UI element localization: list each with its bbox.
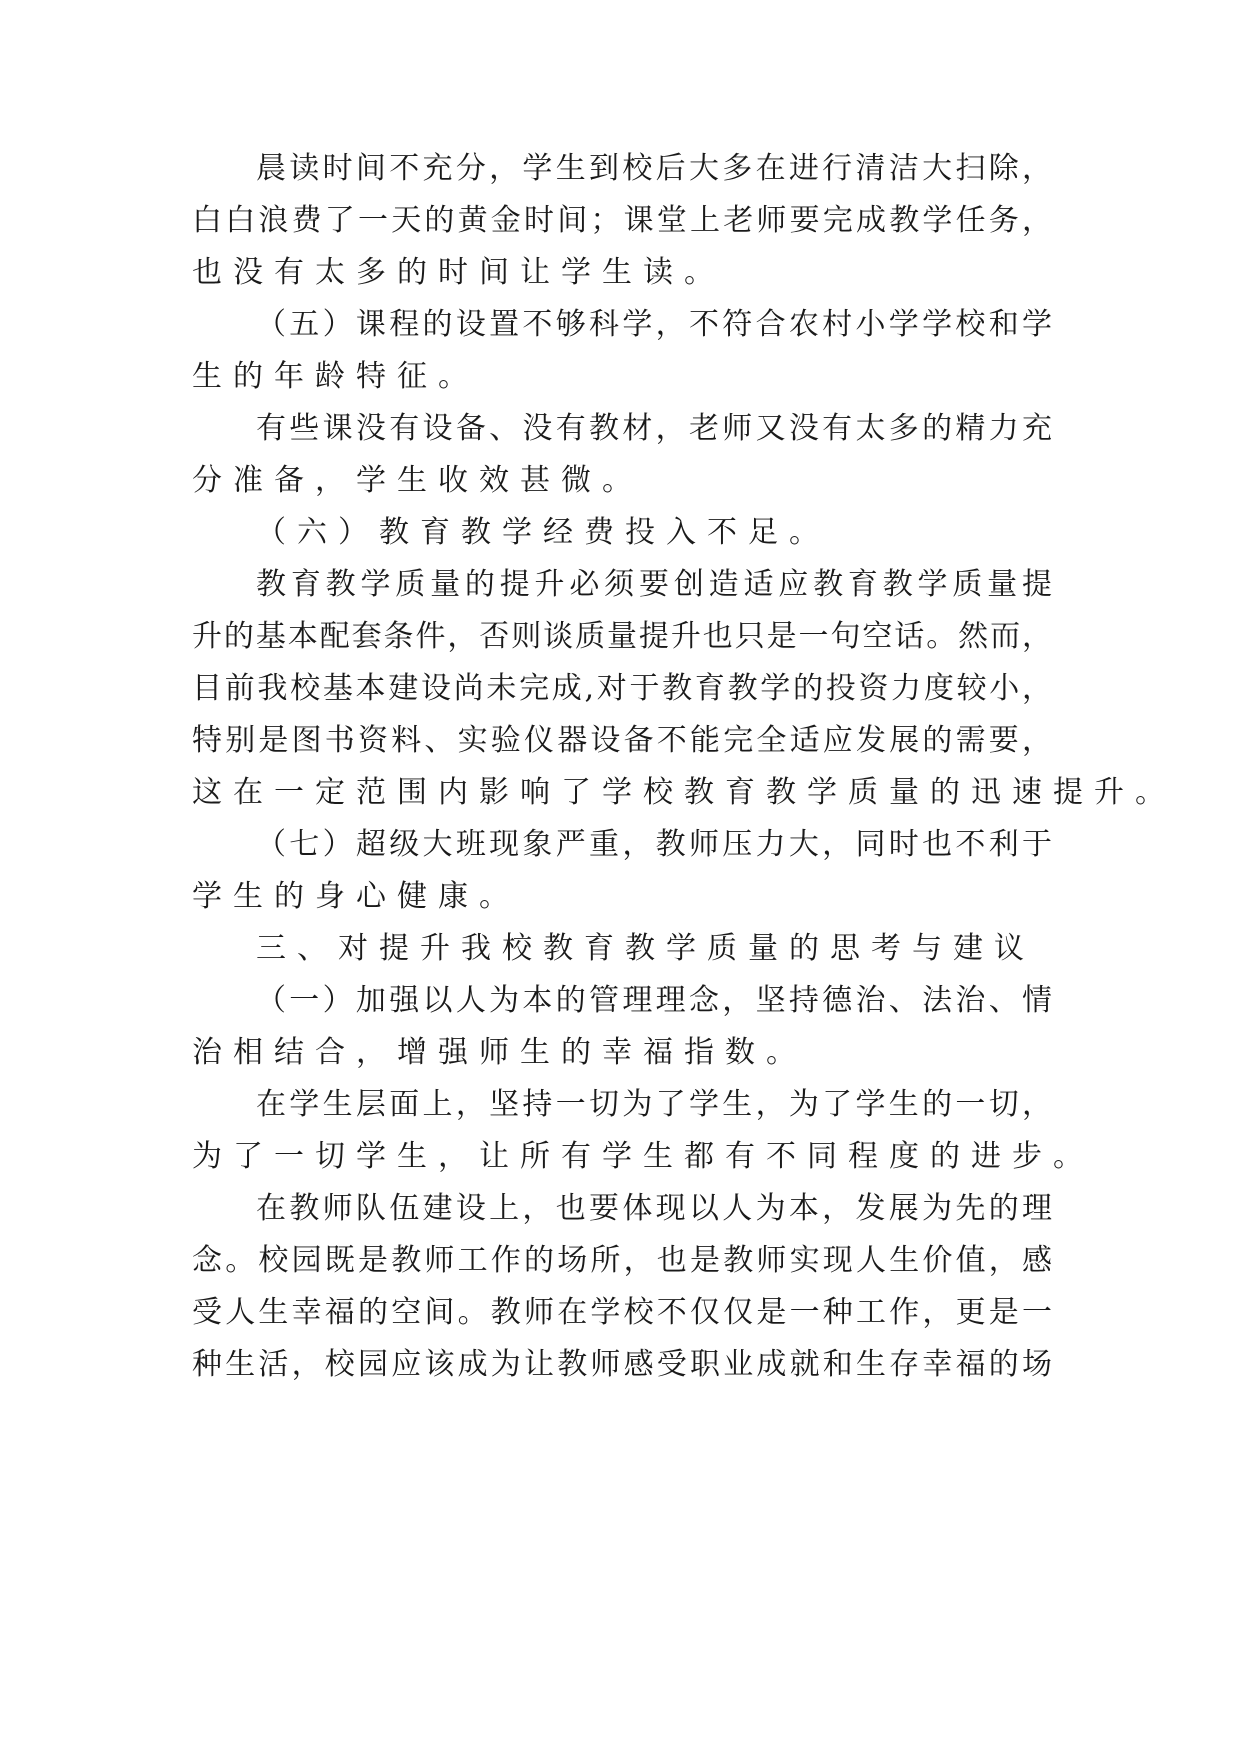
text-line: 在教师队伍建设上，也要体现以人为本，发展为先的理: [256, 1191, 1052, 1226]
text-line: 目前我校基本建设尚未完成,对于教育教学的投资力度较小，: [192, 671, 1052, 706]
text-line: 特别是图书资料、实验仪器设备不能完全适应发展的需要，: [192, 723, 1052, 758]
text-line: 晨读时间不充分，学生到校后大多在进行清洁大扫除，: [256, 151, 1052, 186]
section-heading: 治相结合，增强师生的幸福指数。: [192, 1035, 807, 1070]
text-line: 这在一定范围内影响了学校教育教学质量的迅速提升。: [192, 775, 1176, 810]
section-heading: （五）课程的设置不够科学，不符合农村小学学校和学: [256, 307, 1052, 342]
text-line: 白白浪费了一天的黄金时间；课堂上老师要完成教学任务，: [192, 203, 1052, 238]
text-line: 也没有太多的时间让学生读。: [192, 255, 725, 290]
section-heading: 生的年龄特征。: [192, 359, 479, 394]
text-line: 在学生层面上，坚持一切为了学生，为了学生的一切，: [256, 1087, 1052, 1122]
text-line: 受人生幸福的空间。教师在学校不仅仅是一种工作，更是一: [192, 1295, 1052, 1330]
section-heading: （六）教育教学经费投入不足。: [256, 515, 830, 550]
section-heading: 学生的身心健康。: [192, 879, 520, 914]
text-line: 念。校园既是教师工作的场所，也是教师实现人生价值，感: [192, 1243, 1052, 1278]
text-line: 有些课没有设备、没有教材，老师又没有太多的精力充: [256, 411, 1052, 446]
text-line: 种生活，校园应该成为让教师感受职业成就和生存幸福的场: [192, 1347, 1052, 1382]
section-heading: （一）加强以人为本的管理理念，坚持德治、法治、情: [256, 983, 1052, 1018]
section-heading: （七）超级大班现象严重，教师压力大，同时也不利于: [256, 827, 1052, 862]
chapter-heading: 三、对提升我校教育教学质量的思考与建议: [256, 931, 1035, 966]
text-line: 分准备，学生收效甚微。: [192, 463, 643, 498]
text-line: 为了一切学生，让所有学生都有不同程度的进步。: [192, 1139, 1094, 1174]
text-line: 教育教学质量的提升必须要创造适应教育教学质量提: [256, 567, 1052, 602]
text-line: 升的基本配套条件，否则谈质量提升也只是一句空话。然而，: [192, 619, 1052, 654]
